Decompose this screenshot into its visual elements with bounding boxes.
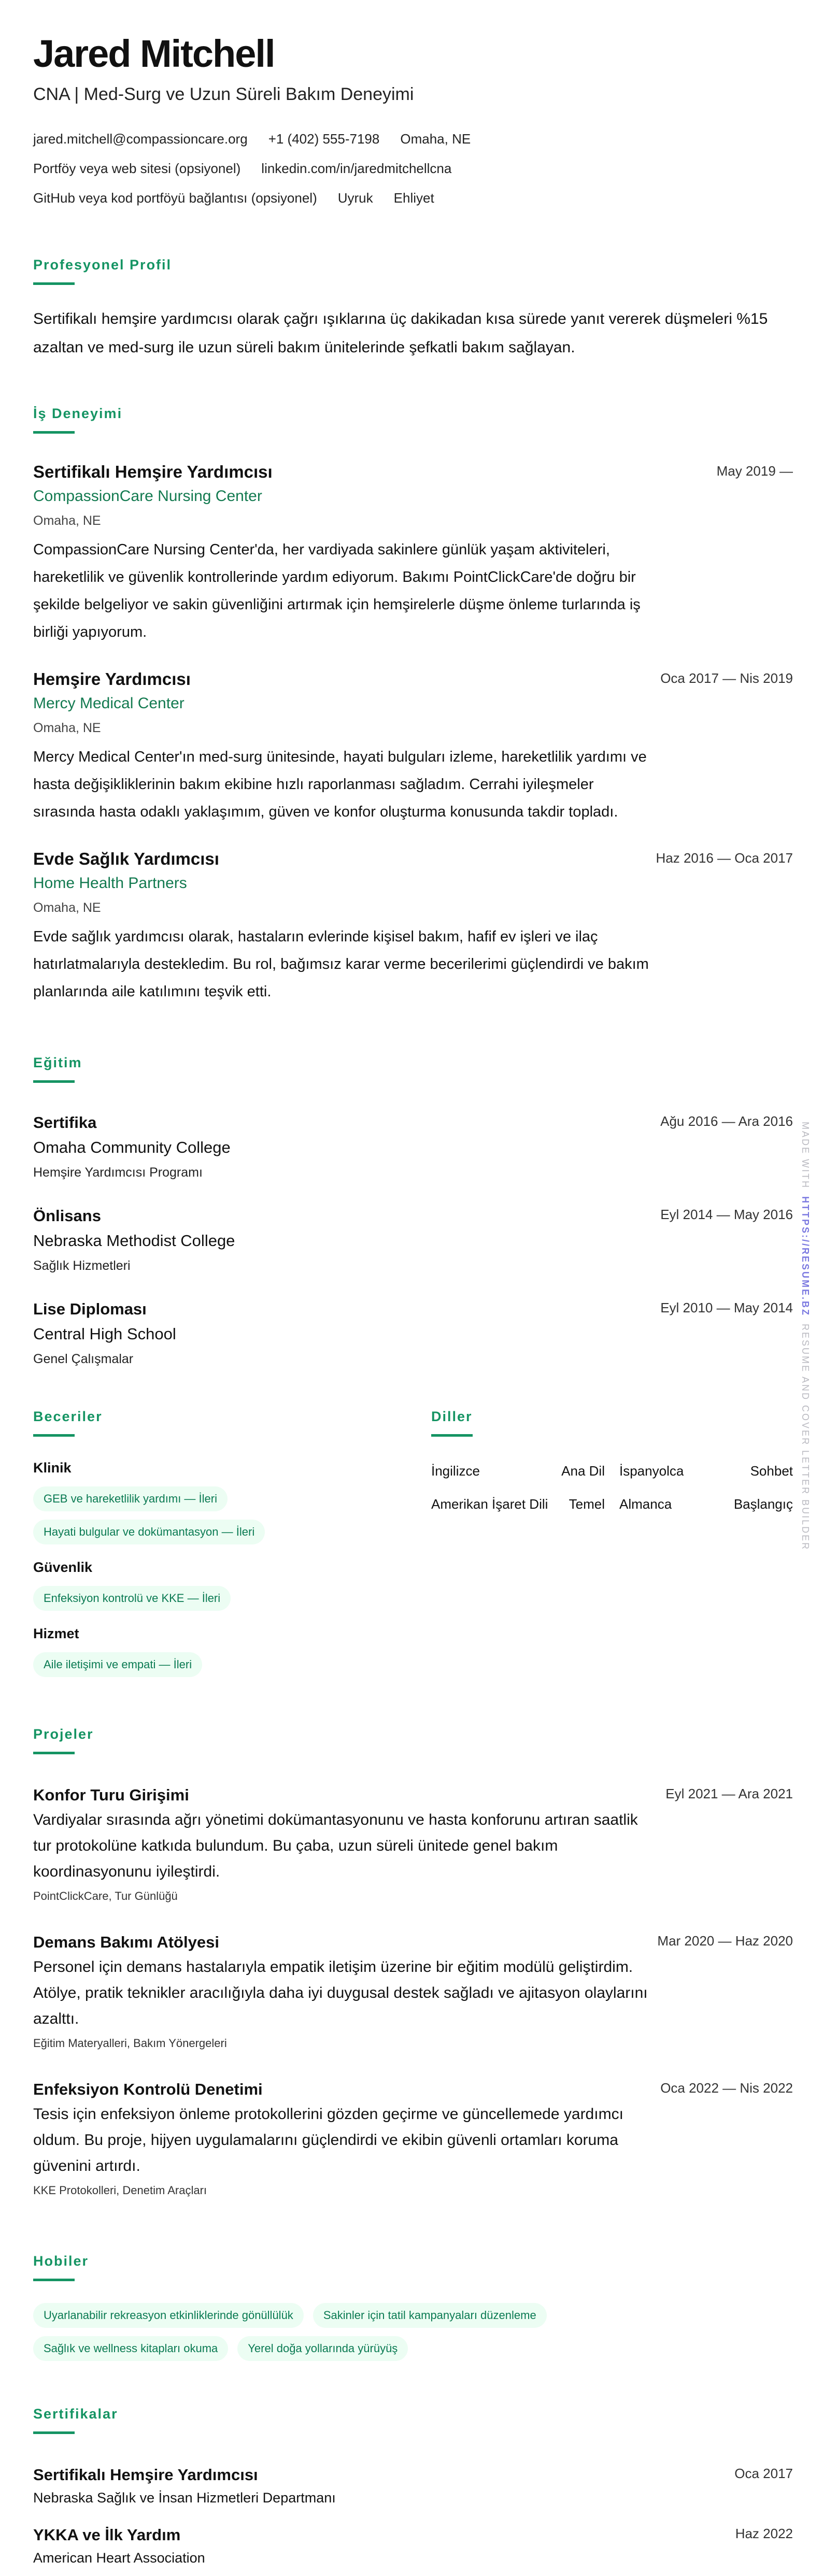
job-dates: May 2019 — [716, 463, 793, 479]
education-entry [33, 1111, 793, 1184]
school-name: Nebraska Methodist College [33, 1232, 235, 1250]
school-name: Central High School [33, 1325, 176, 1343]
education-dates: Eyl 2014 — May 2016 [660, 1207, 793, 1222]
section-title: Eğitim [33, 1055, 82, 1070]
section-divider [431, 1434, 473, 1437]
candidate-name: Jared Mitchell [33, 32, 275, 75]
degree: Lise Diploması [33, 1300, 147, 1318]
section-divider [33, 431, 75, 434]
nationality: Uyruk [337, 190, 373, 206]
language-name: İspanyolca [619, 1463, 684, 1479]
language-item [431, 1461, 605, 1481]
phone: +1 (402) 555-7198 [268, 131, 380, 147]
certification-issuer: Nebraska Sağlık ve İnsan Hizmetleri Departmanı [33, 2490, 336, 2506]
headline: CNA | Med-Surg ve Uzun Süreli Bakım Deneyimi [33, 84, 414, 104]
job-entry [33, 668, 793, 826]
projects-section [33, 1725, 793, 2202]
section-title: Diller [431, 1409, 473, 1424]
program-name: Hemşire Yardımcısı Programı [33, 1165, 203, 1180]
certification-entry [33, 2523, 793, 2569]
section-divider [33, 1752, 75, 1754]
language-level: Temel [569, 1496, 605, 1512]
skill-group [33, 1623, 431, 1677]
skill-group [33, 1557, 431, 1611]
experience-section [33, 404, 793, 1006]
skill-chip: Hayati bulgular ve dokümantasyon — İleri [33, 1520, 265, 1544]
driving-license: Ehliyet [393, 190, 434, 206]
section-divider [33, 282, 75, 285]
contact-row [33, 154, 793, 183]
program-name: Sağlık Hizmetleri [33, 1258, 131, 1273]
certification-issuer: American Heart Association [33, 2550, 205, 2566]
linkedin-link[interactable]: linkedin.com/in/jaredmitchellcna [261, 161, 452, 176]
languages-section [431, 1407, 793, 1677]
certification-date: Oca 2017 [734, 2466, 793, 2481]
language-item [619, 1494, 793, 1514]
profile-text: Sertifikalı hemşire yardımcısı olarak çağrı ışıklarına üç dakikadan kısa sürede yanıt vererek düşmeleri %15 azaltan ve med-surg ile uzun süreli bakım ünitelerinde şefkatli bakım sağlayan. [33, 310, 768, 356]
program-name: Genel Çalışmalar [33, 1352, 134, 1366]
skill-group-title: Klinik [33, 1460, 72, 1476]
education-section [33, 1053, 793, 1371]
project-entry [33, 1783, 793, 1908]
contact-info [33, 124, 793, 213]
language-level: Ana Dil [561, 1463, 605, 1479]
language-level: Sohbet [750, 1463, 793, 1479]
watermark-prefix: MADE WITH [800, 1122, 811, 1189]
language-level: Başlangıç [733, 1496, 793, 1512]
language-name: Amerikan İşaret Dili [431, 1496, 548, 1512]
education-entry [33, 1297, 793, 1371]
section-divider [33, 2431, 75, 2434]
degree: Önlisans [33, 1207, 101, 1225]
skills-languages-row [33, 1407, 793, 1677]
language-item [431, 1494, 605, 1514]
hobby-chip: Yerel doğa yollarında yürüyüş [237, 2336, 408, 2361]
project-description: Vardiyalar sırasında ağrı yönetimi dokümantasyonunu ve hasta konforunu artıran saatlik tur protokolüne katkıda bulundum. Bu çaba, uzun süreli ünitede genel bakım koordinasyonunu iyileştirdi. [33, 1811, 638, 1880]
job-dates: Oca 2017 — Nis 2019 [660, 670, 793, 686]
job-location: Omaha, NE [33, 900, 101, 915]
school-name: Omaha Community College [33, 1138, 231, 1156]
job-dates: Haz 2016 — Oca 2017 [656, 850, 793, 866]
company-name: Home Health Partners [33, 875, 187, 892]
skill-group [33, 1457, 431, 1544]
job-description: Evde sağlık yardımcısı olarak, hastaların evlerinde kişisel bakım, hafif ev işleri ve ilaç hatırlatmalarıyla destekledim. Bu rol, bağımsız karar verme becerilerimi güçlendirdi ve bakım planlarında aile katılımını teşvik etti. [33, 928, 649, 1000]
project-dates: Mar 2020 — Haz 2020 [657, 1933, 793, 1949]
education-dates: Eyl 2010 — May 2014 [660, 1300, 793, 1315]
portfolio-link[interactable]: Portföy veya web sitesi (opsiyonel) [33, 161, 241, 176]
skill-group-title: Güvenlik [33, 1559, 93, 1575]
language-name: Almanca [619, 1496, 672, 1512]
certification-entry [33, 2463, 793, 2509]
location: Omaha, NE [400, 131, 471, 147]
job-description: CompassionCare Nursing Center'da, her vardiyada sakinlere günlük yaşam aktiviteleri, hareketlilik ve güvenlik kontrollerinde yardım ediyorum. Bakımı PointClickCare'de doğru bir şekilde belgeliyor ve sakin güvenliğini artırmak için hemşirelerle düşme önleme turlarında iş birliği yapıyorum. [33, 541, 641, 640]
skills-section [33, 1407, 431, 1677]
education-entry [33, 1204, 793, 1278]
project-title: Demans Bakımı Atölyesi [33, 1933, 219, 1951]
job-location: Omaha, NE [33, 513, 101, 528]
watermark [799, 1122, 812, 1551]
contact-row [33, 124, 793, 154]
hobby-chip: Uyarlanabilir rekreasyon etkinliklerinde gönüllülük [33, 2303, 304, 2328]
certification-title: YKKA ve İlk Yardım [33, 2526, 181, 2544]
section-divider [33, 1434, 75, 1437]
job-title: Evde Sağlık Yardımcısı [33, 849, 219, 868]
section-title: İş Deneyimi [33, 406, 123, 421]
project-entry [33, 1930, 793, 2055]
degree: Sertifika [33, 1113, 97, 1132]
hobbies-section [33, 2252, 793, 2361]
section-title: Profesyonel Profil [33, 257, 172, 273]
project-dates: Oca 2022 — Nis 2022 [660, 2080, 793, 2096]
contact-row [33, 183, 793, 213]
job-entry [33, 848, 793, 1006]
skill-chip: Enfeksiyon kontrolü ve KKE — İleri [33, 1586, 231, 1611]
hobby-chip: Sağlık ve wellness kitapları okuma [33, 2336, 228, 2361]
certification-date: Haz 2022 [735, 2526, 793, 2541]
section-title: Hobiler [33, 2253, 89, 2269]
company-name: CompassionCare Nursing Center [33, 488, 262, 505]
section-title: Projeler [33, 1726, 94, 1742]
github-link[interactable]: GitHub veya kod portföyü bağlantısı (opsiyonel) [33, 190, 317, 206]
job-title: Hemşire Yardımcısı [33, 669, 191, 689]
section-divider [33, 2279, 75, 2281]
project-title: Konfor Turu Girişimi [33, 1786, 189, 1804]
language-item [619, 1461, 793, 1481]
hobby-chip: Sakinler için tatil kampanyaları düzenleme [313, 2303, 547, 2328]
profile-section [33, 255, 793, 362]
job-entry [33, 461, 793, 646]
skill-chip: GEB ve hareketlilik yardımı — İleri [33, 1486, 228, 1511]
education-dates: Ağu 2016 — Ara 2016 [660, 1113, 793, 1129]
job-title: Sertifikalı Hemşire Yardımcısı [33, 462, 273, 481]
project-description: Personel için demans hastalarıyla empatik iletişim üzerine bir eğitim modülü geliştirdim. Atölye, pratik teknikler aracılığıyla daha iyi duygusal destek sağladı ve ajitasyon olaylarını azalttı. [33, 1958, 648, 2027]
section-title: Beceriler [33, 1409, 103, 1424]
project-tools: Eğitim Materyalleri, Bakım Yönergeleri [33, 2037, 227, 2050]
project-tools: KKE Protokolleri, Denetim Araçları [33, 2184, 207, 2197]
project-description: Tesis için enfeksiyon önleme protokollerini gözden geçirme ve güncellemede yardımcı oldum. Bu proje, hijyen uygulamalarını güçlendirdi ve ekibin güvenli ortamları koruma güvenini artırdı. [33, 2106, 623, 2174]
section-divider [33, 1080, 75, 1083]
watermark-suffix: RESUME AND COVER LETTER BUILDER [800, 1324, 811, 1551]
section-title: Sertifikalar [33, 2406, 118, 2422]
certifications-section [33, 2405, 793, 2569]
job-location: Omaha, NE [33, 721, 101, 735]
project-tools: PointClickCare, Tur Günlüğü [33, 1890, 178, 1902]
email-link[interactable]: jared.mitchell@compassioncare.org [33, 131, 248, 147]
skill-group-title: Hizmet [33, 1626, 79, 1641]
certification-title: Sertifikalı Hemşire Yardımcısı [33, 2466, 258, 2484]
project-entry [33, 2078, 793, 2202]
watermark-link[interactable]: HTTPS://RESUME.BZ [800, 1196, 811, 1317]
skill-chip: Aile iletişimi ve empati — İleri [33, 1652, 202, 1677]
language-name: İngilizce [431, 1463, 480, 1479]
job-description: Mercy Medical Center'ın med-surg ünitesinde, hayati bulguları izleme, hareketlilik yardımı ve hasta değişikliklerinin bakım ekibine hızlı raporlanması sağladım. Cerrahi iyileşmeler sırasında hasta odaklı yaklaşımım, güven ve konfor oluşturma konusunda takdir topladı. [33, 749, 647, 820]
project-dates: Eyl 2021 — Ara 2021 [665, 1786, 793, 1801]
company-name: Mercy Medical Center [33, 695, 185, 712]
project-title: Enfeksiyon Kontrolü Denetimi [33, 2080, 263, 2098]
